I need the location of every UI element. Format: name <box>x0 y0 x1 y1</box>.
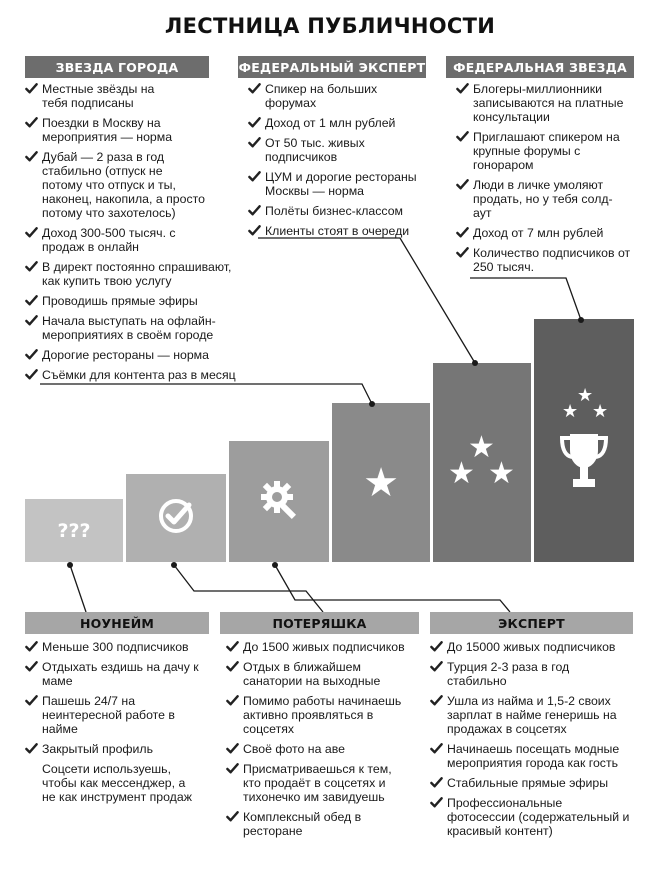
check-icon <box>456 246 470 260</box>
list-item: Отдыхать ездишь на дачу к маме <box>25 660 205 688</box>
check-icon <box>25 294 39 308</box>
check-icon <box>25 150 39 164</box>
check-icon <box>25 116 39 130</box>
checkmark-icon <box>156 496 196 541</box>
list-item: Турция 2-3 раза в год стабильно <box>430 660 605 688</box>
list-item: Клиенты стоят в очереди <box>248 224 423 238</box>
check-icon <box>430 660 444 674</box>
list-item: До 1500 живых подписчиков <box>226 640 418 654</box>
federal-expert-list <box>248 82 428 244</box>
check-icon <box>430 640 444 654</box>
list-item: Присматриваешься к тем, кто продаёт в соцсетях и тихонечко им завидуешь <box>226 762 411 804</box>
list-item: Начала выступать на офлайн-мероприятиях в своём городе <box>25 314 235 342</box>
check-icon <box>248 224 262 238</box>
list-item: Пашешь 24/7 на неинтересной работе в найме <box>25 694 205 736</box>
check-icon <box>248 82 262 96</box>
list-item: Закрытый профиль <box>25 742 205 756</box>
federal-star-list <box>456 82 636 280</box>
check-icon <box>248 116 262 130</box>
check-icon <box>226 660 240 674</box>
check-icon <box>456 130 470 144</box>
list-item: До 15000 живых подписчиков <box>430 640 635 654</box>
step-lost <box>126 474 226 562</box>
check-icon <box>248 170 262 184</box>
header-lost: ПОТЕРЯШКА <box>220 612 419 634</box>
check-icon <box>226 762 240 776</box>
check-icon <box>25 368 39 382</box>
check-icon <box>430 796 444 810</box>
list-note: Соцсети используешь, чтобы как мессенджер, а не как инструмент продаж <box>42 762 192 804</box>
header-noname: НОУНЕЙМ <box>25 612 209 634</box>
check-icon <box>226 810 240 824</box>
check-icon <box>25 660 39 674</box>
header-expert: ЭКСПЕРТ <box>430 612 633 634</box>
step-noname <box>25 499 123 562</box>
gear-wrench-icon <box>257 477 301 526</box>
check-icon <box>456 226 470 240</box>
list-item: Своё фото на аве <box>226 742 411 756</box>
list-item: Приглашают спикером на крупные форумы с гонораром <box>456 130 631 172</box>
check-icon <box>456 178 470 192</box>
check-icon <box>430 776 444 790</box>
list-item: Поездки в Москву на мероприятия — норма <box>25 116 205 144</box>
check-icon <box>456 82 470 96</box>
check-icon <box>248 204 262 218</box>
list-item: ЦУМ и дорогие рестораны Москвы — норма <box>248 170 423 198</box>
list-item: В директ постоянно спрашивают, как купить твою услугу <box>25 260 235 288</box>
city-star-list <box>25 82 265 388</box>
list-item: Блогеры-миллионники записываются на платные консультации <box>456 82 626 124</box>
step-city-star <box>332 403 430 562</box>
list-item: Доход 300-500 тысяч. с продаж в онлайн <box>25 226 185 254</box>
expert-list <box>430 640 635 844</box>
check-icon <box>226 694 240 708</box>
list-item: Съёмки для контента раз в месяц <box>25 368 265 382</box>
list-item: Отдых в ближайшем санатории на выходные <box>226 660 401 688</box>
list-item: Полёты бизнес-классом <box>248 204 423 218</box>
list-item: Местные звёзды на тебя подписаны <box>25 82 175 110</box>
list-item: Люди в личке умоляют продать, но у тебя солд-аут <box>456 178 616 220</box>
check-icon <box>248 136 262 150</box>
check-icon <box>226 640 240 654</box>
check-icon <box>25 640 39 654</box>
list-item: Доход от 1 млн рублей <box>248 116 423 130</box>
question-marks-label: ??? <box>57 519 91 542</box>
list-item: От 50 тыс. живых подписчиков <box>248 136 388 164</box>
list-item: Комплексный обед в ресторане <box>226 810 411 838</box>
list-item: Меньше 300 подписчиков <box>25 640 205 654</box>
header-federal-expert: ФЕДЕРАЛЬНЫЙ ЭКСПЕРТ <box>238 56 426 78</box>
step-federal-expert <box>433 363 531 562</box>
list-item: Ушла из найма и 1,5-2 своих зарплат в найме генеришь на продажах в соцсетях <box>430 694 630 736</box>
list-item: Дорогие рестораны — норма <box>25 348 255 362</box>
step-expert <box>229 441 329 562</box>
list-item: Начинаешь посещать модные мероприятия города как гость <box>430 742 630 770</box>
list-item: Стабильные прямые эфиры <box>430 776 630 790</box>
page-title: ЛЕСТНИЦА ПУБЛИЧНОСТИ <box>164 14 496 38</box>
step-federal-star <box>534 319 634 562</box>
three-stars-icon: ★ ★ ★ <box>448 430 515 490</box>
header-federal-star: ФЕДЕРАЛЬНАЯ ЗВЕЗДА <box>446 56 634 78</box>
check-icon <box>25 742 39 756</box>
list-item: Дубай — 2 раза в год стабильно (отпуск не потому что отпуск и ты, наконец, накопила, а просто потому что захотелось) <box>25 150 205 220</box>
list-item: Количество подписчиков от 250 тысяч. <box>456 246 631 274</box>
star-icon: ★ <box>363 460 399 505</box>
check-icon <box>25 694 39 708</box>
check-icon <box>25 260 39 274</box>
lost-list <box>226 640 421 844</box>
list-item: Доход от 7 млн рублей <box>456 226 631 240</box>
noname-list <box>25 640 210 810</box>
check-icon <box>25 348 39 362</box>
check-icon <box>25 226 39 240</box>
check-icon <box>25 82 39 96</box>
check-icon <box>25 314 39 328</box>
list-item: Спикер на больших форумах <box>248 82 398 110</box>
list-item: Проводишь прямые эфиры <box>25 294 235 308</box>
list-item: Помимо работы начинаешь активно проявляться в соцсетях <box>226 694 411 736</box>
check-icon <box>430 694 444 708</box>
check-icon <box>430 742 444 756</box>
header-city-star: ЗВЕЗДА ГОРОДА <box>25 56 209 78</box>
check-icon <box>226 742 240 756</box>
trophy-stars-icon: ★ ★ ★ <box>549 386 619 496</box>
list-item: Профессиональные фотосессии (содержательный и красивый контент) <box>430 796 630 838</box>
